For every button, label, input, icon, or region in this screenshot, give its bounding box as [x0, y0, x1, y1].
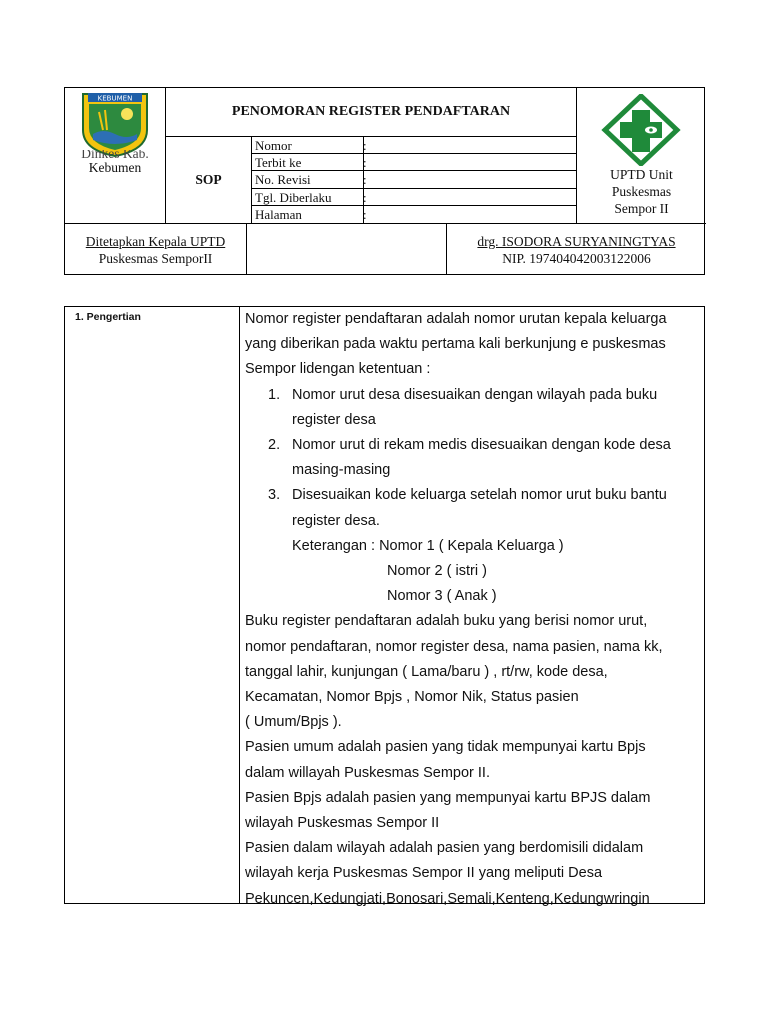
signer-nip: NIP. 197404042003122006: [502, 251, 651, 266]
sop-label: SOP: [195, 172, 222, 187]
meta-row-terbit: Terbit ke :: [255, 155, 367, 170]
meta-row-revisi: No. Revisi :: [255, 172, 367, 187]
intro-paragraph: Nomor register pendaftaran adalah nomor urutan kepala keluarga yang diberikan pada waktu pertama kali berkunjung e puskesmas Sempor lidengan ketentuan :: [245, 311, 667, 378]
meta-row-halaman: Halaman :: [255, 207, 367, 222]
keterangan-line: Keterangan : Nomor 1 ( Kepala Keluarga ): [292, 537, 564, 554]
definitions-paragraph: Buku register pendaftaran adalah buku yang berisi nomor urut, nomor pendaftaran, nomor register desa, nama pasien, nama kk, tanggal lahir, kunjungan ( Lama/baru ) , rt/rw, kode desa, Kecamatan, Nomor Bpjs , Nomor Nik, Status pasien ( Umum/Bpjs ). Pasien umum adalah pasien yang tidak mempunyai kartu Bpjs dalam willayah Puskesmas Sempor II. Pasien Bpjs adalah pasien yang mempunyai kartu BPJS dalam wilayah Puskesmas Sempor II Pasien dalam wilayah adalah pasien yang berdomisili didalam wilayah kerja Puskesmas Sempor II yang meliputi Desa Pekuncen,Kedungjati,Bonosari,Semali,Kenteng,Kedungwringin: [245, 613, 663, 907]
signer-block: [447, 233, 706, 267]
keterangan-nomor2: Nomor 2 ( istri ): [387, 563, 487, 579]
meta-row-tgl: Tgl. Diberlaku :: [255, 190, 367, 205]
kebumen-logo: [79, 90, 151, 158]
right-logo-label: UPTD Unit Puskesmas Sempor II: [610, 167, 673, 216]
left-logo-label: Dinkes Kab. Kebumen: [81, 150, 149, 175]
keterangan-nomor3: Nomor 3 ( Anak ): [387, 588, 497, 605]
document-title: PENOMORAN REGISTER PENDAFTARAN: [231, 104, 511, 119]
logo-banner-text: KEBUMEN: [97, 94, 133, 103]
meta-row-nomor: Nomor :: [255, 138, 367, 153]
section-label-pengertian: 1. Pengertian: [75, 311, 141, 323]
sop-header-table: [64, 87, 705, 275]
ditetapkan-label: Ditetapkan Kepala UPTD Puskesmas SemporII: [85, 234, 226, 266]
signer-name: drg. ISODORA SURYANINGTYAS: [477, 234, 676, 249]
sop-content-table: 1. Pengertian Nomor register pendaftaran adalah nomor urutan kepala keluarga yang diberikan pada waktu pertama kali berkunjung e puskesmas Sempor lidengan ketentuan : 1. Nomor urut desa disesuaikan dengan wilayah pada buku register desa 2. Nomor urut di rekam medis disesuaikan dengan kode desa masing-masing 3. Disesuaikan kode keluarga setelah nomor urut buku bantu register desa. Keterangan : Nomor 1 ( Kepala Keluarga ) Nomor 2 ( istri ) Nomor 3 ( Anak ) Buku register pendaftaran adalah buku yang berisi nomor urut, nomor pendaftaran, nomor register desa, nama pasien, nama kk, tanggal lahir, kunjungan ( Lama/baru ) , rt/rw, kode desa, Kecamatan, Nomor Bpjs , Nomor Nik, Status pasien ( Umum/Bpjs ). Pasien umum adalah pasien yang tidak mempunyai kartu Bpjs dalam willayah Puskesmas Sempor II. Pasien Bpjs adalah pasien yang mempunyai kartu BPJS dalam wilayah Puskesmas Sempor II Pasien dalam wilayah adalah pasien yang berdomisili didalam wilayah kerja Puskesmas Sempor II yang meliputi Desa Pekuncen,Kedungjati,Bonosari,Semali,Kenteng,Kedungwringin: [64, 306, 705, 904]
puskesmas-logo: [601, 94, 681, 166]
